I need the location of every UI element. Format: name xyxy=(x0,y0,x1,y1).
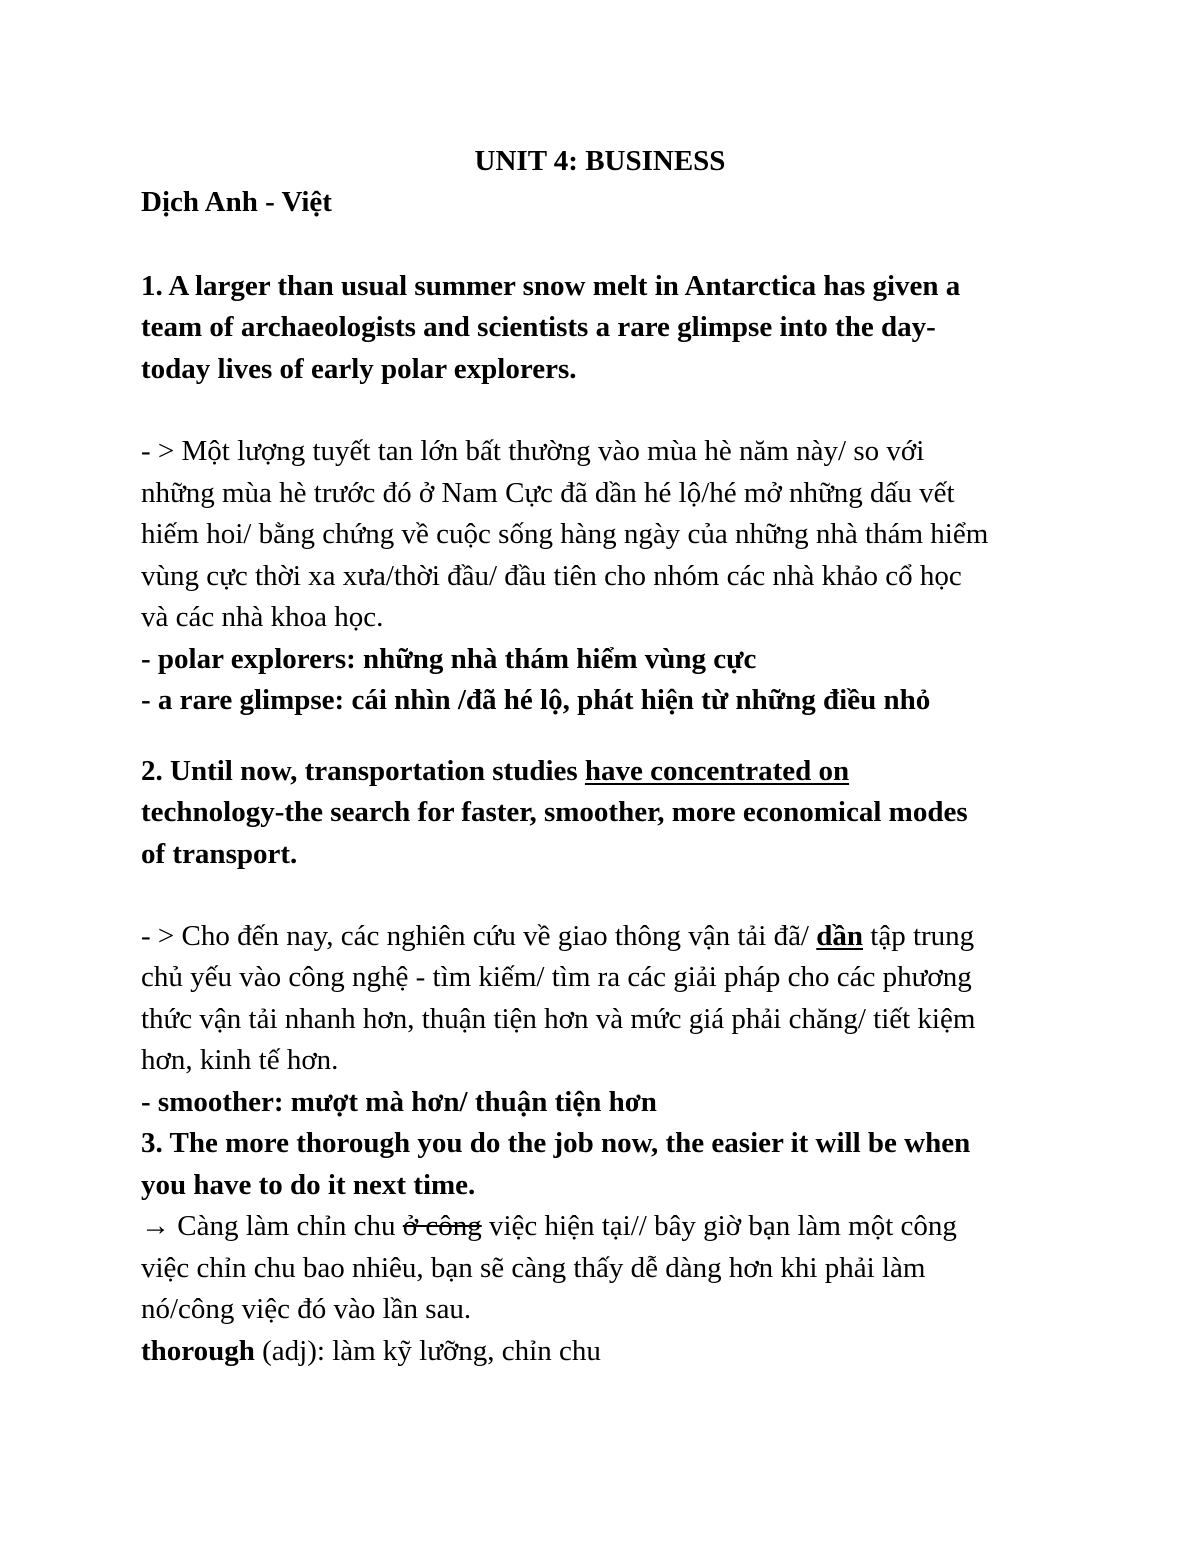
section-subtitle: Dịch Anh - Việt xyxy=(141,186,332,218)
item3-sentence-line: 3. The more thorough you do the job now, the easier it will be when xyxy=(141,1127,971,1159)
item3-translation-line: việc chỉn chu bao nhiêu, bạn sẽ càng thấy dễ dàng hơn khi phải làm xyxy=(141,1252,926,1284)
item2-sentence-line: technology-the search for faster, smoother, more economical modes xyxy=(141,796,968,828)
item2-translation-line: thức vận tải nhanh hơn, thuận tiện hơn và mức giá phải chăng/ tiết kiệm xyxy=(141,1003,976,1035)
item1-translation-line: vùng cực thời xa xưa/thời đầu/ đầu tiên cho nhóm các nhà khảo cổ học xyxy=(141,560,962,592)
item1-vocab-line: - a rare glimpse: cái nhìn /đã hé lộ, phát hiện từ những điều nhỏ xyxy=(141,684,931,716)
item3-vocab-line xyxy=(141,1333,601,1369)
item2-translation-end: tập trung xyxy=(863,920,975,952)
item2-sentence-line: of transport. xyxy=(141,838,298,870)
item2-translation-line: hơn, kinh tế hơn. xyxy=(141,1044,339,1076)
item1-translation-line: và các nhà khoa học. xyxy=(141,601,384,633)
item2-translation-line xyxy=(141,918,974,954)
page-title: UNIT 4: BUSINESS xyxy=(474,145,726,177)
item1-translation-line: những mùa hè trước đó ở Nam Cực đã dần hé lộ/hé mở những dấu vết xyxy=(141,477,955,509)
item2-translation-line: chủ yếu vào công nghệ - tìm kiếm/ tìm ra các giải pháp cho các phương xyxy=(141,961,972,993)
vocab-definition: (adj): làm kỹ lưỡng, chỉn chu xyxy=(254,1335,601,1367)
item1-sentence-line: team of archaeologists and scientists a rare glimpse into the day- xyxy=(141,311,936,343)
item1-sentence-line: 1. A larger than usual summer snow melt in Antarctica has given a xyxy=(141,270,961,302)
item2-translation-start: - > Cho đến nay, các nghiên cứu về giao thông vận tải đã/ xyxy=(141,920,817,952)
item3-translation-start: Càng làm chỉn chu xyxy=(170,1210,403,1242)
item2-emphasized-word: dần xyxy=(816,920,864,952)
item1-vocab-line: - polar explorers: những nhà thám hiểm vùng cực xyxy=(141,643,757,675)
item2-vocab-line: - smoother: mượt mà hơn/ thuận tiện hơn xyxy=(141,1086,657,1118)
vocab-word: thorough xyxy=(141,1335,255,1367)
item3-sentence-line: you have to do it next time. xyxy=(141,1169,476,1201)
item2-underlined-phrase: have concentrated on xyxy=(584,755,850,787)
item2-sentence-start: 2. Until now, transportation studies xyxy=(141,755,585,787)
item3-translation-end: việc hiện tại// bây giờ bạn làm một công xyxy=(481,1210,957,1242)
item1-translation-line: hiếm hoi/ bằng chứng về cuộc sống hàng ngày của những nhà thám hiểm xyxy=(141,518,989,550)
item1-translation-line: - > Một lượng tuyết tan lớn bất thường vào mùa hè năm này/ so với xyxy=(141,435,925,467)
item3-struck-text: ở công xyxy=(402,1210,482,1242)
item1-sentence-line: today lives of early polar explorers. xyxy=(141,353,577,385)
item2-sentence-line xyxy=(141,753,849,789)
arrow-icon: → xyxy=(141,1210,170,1242)
item3-translation-line: nó/công việc đó vào lần sau. xyxy=(141,1293,472,1325)
item3-translation-line xyxy=(141,1208,957,1244)
